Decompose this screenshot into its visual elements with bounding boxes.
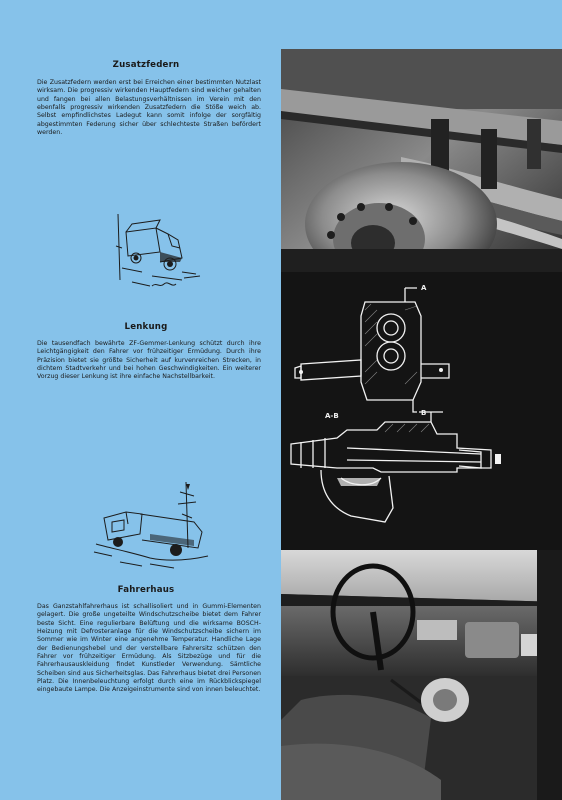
truck-offroad-sketch-illustration xyxy=(90,478,214,578)
section-text-fahrerhaus: Das Ganzstahlfahrerhaus ist schallisoliert und in Gummi-Elementen gelagert. Die große ungeteilte Windschutzscheibe bietet dem Fahrer beste Sicht. Eine regulierbare Belüftung und die wirksame BOSCH-Heizung mit Defrosteranlage für die Windschutzscheibe sichern im Sommer wie im Winter eine angenehme Temperatur. Handliche Lage der Bedienungshebel und der verstellbare Fahrersitz schützen den Fahrer vor frühzeitiger Ermüdung. Als Sitzbezüge und für die Fahrerhausauskleidung findet Kunstleder Verwendung. Sämtliche Scheiben sind aus Sicherheitsglas. Das Fahrerhaus bietet drei Personen Platz. Die Innenbeleuchtung erfolgt durch eine im Rückblickspiegel eingebaute Lampe. Die Anzeigeinstrumente sind von innen beleuchtet. xyxy=(37,603,261,694)
section-title-fahrerhaus: Fahrerhaus xyxy=(117,585,175,595)
truck-sketch-illustration xyxy=(112,206,204,296)
section-text-lenkung: Die tausendfach bewährte ZF-Gemmer-Lenkung schützt durch ihre Leichtgängigkeit den Fahrer vor frühzeitiger Ermüdung. Durch ihre Präzision bietet sie größte Sicherheit auf kurvenreichen Strecken, in dichtem Stadtverkehr und bei hohen Geschwindigkeiten. Ein weiterer Vorzug dieser Lenkung ist ihre einfache Nachstellbarkeit. xyxy=(37,340,261,381)
diagram-label-a: A xyxy=(421,284,427,292)
section-title-lenkung: Lenkung xyxy=(124,322,168,332)
text-column xyxy=(0,0,280,800)
steering-gear-diagram xyxy=(281,272,562,550)
section-title-zusatzfedern: Zusatzfedern xyxy=(112,60,180,70)
section-text-zusatzfedern: Die Zusatzfedern werden erst bei Erreichen einer bestimmten Nutzlast wirksam. Die progressiv wirkenden Hauptfedern sind weicher gehalten und fangen bei allen Belastungsverhältnissen im Verein mit den ebenfalls progressiv wirkenden Zusatzfedern die Stöße weich ab. Selbst empfindlichstes Ladegut kann somit infolge der sorgfältig abgestimmten Federung sicher über schlechteste Straßen befördert werden. xyxy=(37,79,261,137)
diagram-label-b: B xyxy=(421,409,427,417)
photo-suspension-springs xyxy=(281,49,562,272)
diagram-label-a-b: A-B xyxy=(325,412,339,420)
photo-column xyxy=(281,0,562,800)
photo-cab-interior xyxy=(281,550,562,800)
